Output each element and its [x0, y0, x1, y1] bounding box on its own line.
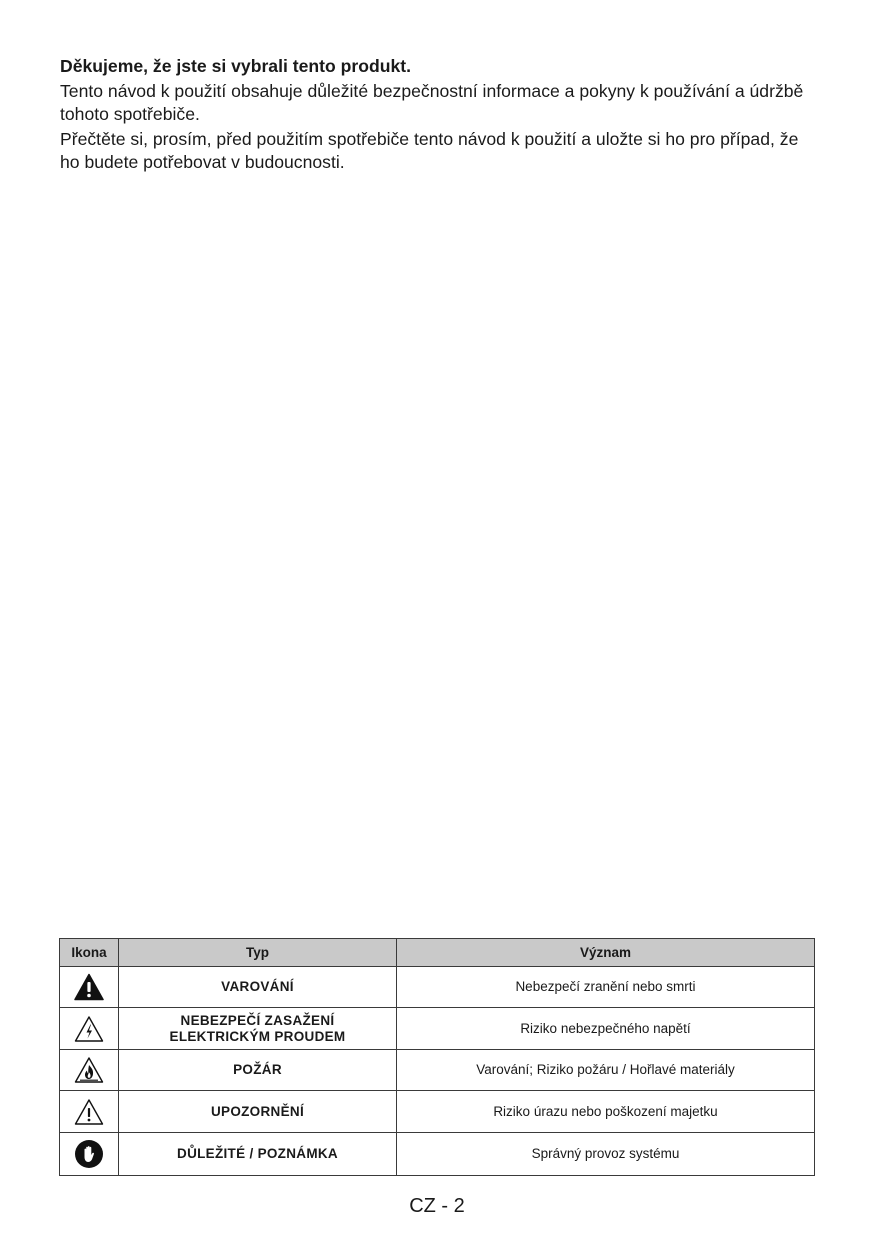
row-meaning: Riziko nebezpečného napětí — [397, 1008, 815, 1050]
row-meaning: Riziko úrazu nebo poškození majetku — [397, 1091, 815, 1133]
hand-stop-icon — [74, 1139, 104, 1169]
row-type: DŮLEŽITÉ / POZNÁMKA — [119, 1133, 397, 1176]
caution-icon — [74, 1098, 104, 1126]
table-row — [60, 1050, 815, 1091]
row-type: POŽÁR — [119, 1050, 397, 1091]
intro-paragraph-2: Přečtěte si, prosím, před použitím spotřebiče tento návod k použití a uložte si ho pro případ, že ho budete potřebovat v budoucnosti. — [60, 129, 799, 172]
row-type: VAROVÁNÍ — [119, 967, 397, 1008]
table-header-row — [60, 939, 815, 967]
row-meaning: Správný provoz systému — [397, 1133, 815, 1176]
fire-icon — [74, 1056, 104, 1084]
row-meaning: Nebezpečí zranění nebo smrti — [397, 967, 815, 1008]
row-type: UPOZORNĚNÍ — [119, 1091, 397, 1133]
header-meaning: Význam — [397, 939, 815, 967]
safety-symbols-table — [59, 938, 815, 1176]
header-type: Typ — [119, 939, 397, 967]
electric-shock-icon — [74, 1015, 104, 1043]
row-type-line-2: ELEKTRICKÝM PROUDEM — [169, 1028, 346, 1044]
table-row — [60, 967, 815, 1008]
row-type-line-1: NEBEZPEČÍ ZASAŽENÍ — [180, 1012, 335, 1028]
intro-heading: Děkujeme, že jste si vybrali tento produkt. — [60, 56, 411, 76]
row-type — [119, 1008, 397, 1050]
intro-paragraph-1: Tento návod k použití obsahuje důležité bezpečnostní informace a pokyny k používání a údržbě tohoto spotřebiče. — [60, 81, 804, 124]
table-row — [60, 1133, 815, 1176]
header-icon: Ikona — [60, 939, 119, 967]
intro-section — [60, 55, 820, 174]
table-row — [60, 1008, 815, 1050]
page-number: CZ - 2 — [409, 1195, 465, 1217]
warning-filled-icon — [74, 973, 104, 1001]
row-meaning: Varování; Riziko požáru / Hořlavé materiály — [397, 1050, 815, 1091]
table-row — [60, 1091, 815, 1133]
